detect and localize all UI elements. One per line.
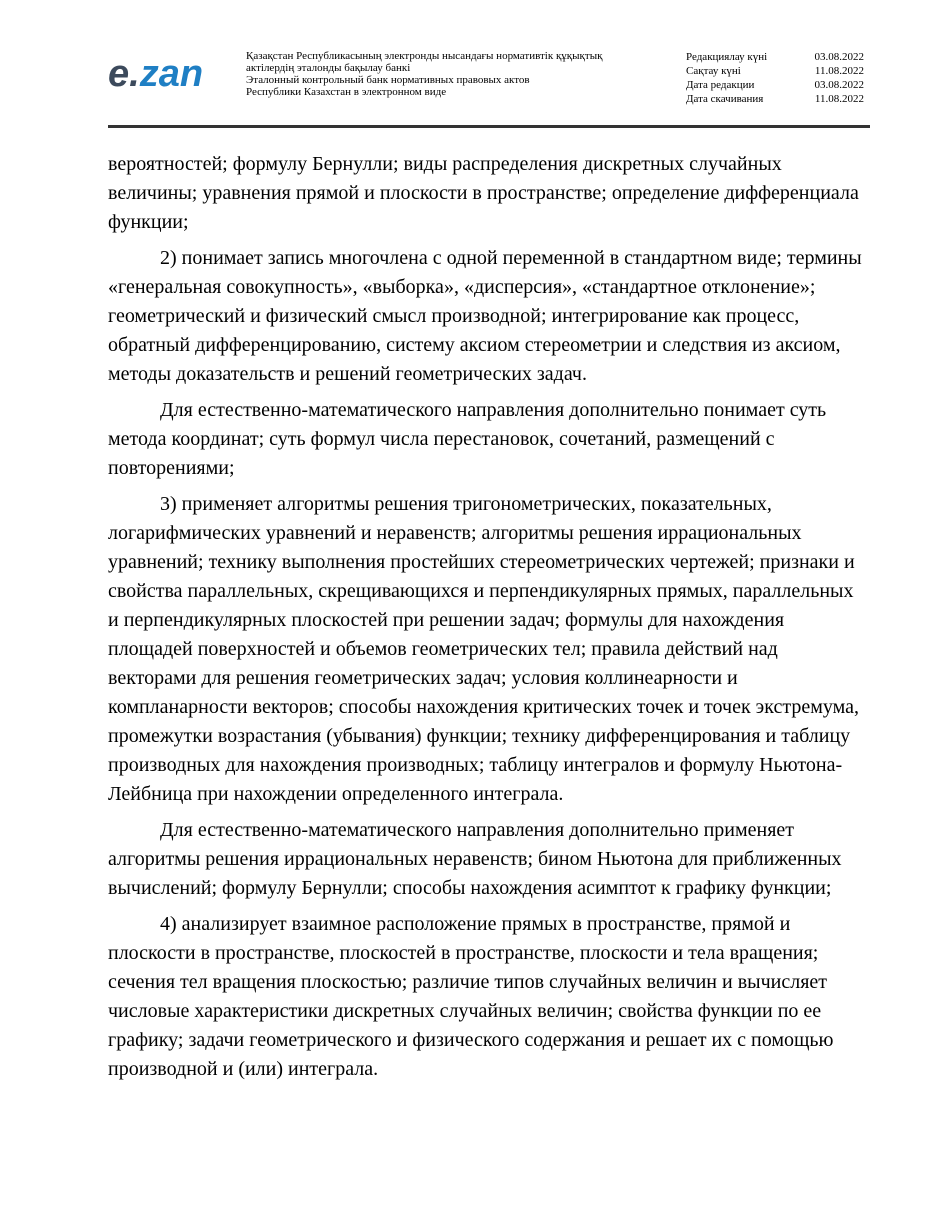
meta-row <box>686 64 864 78</box>
header-bank-title <box>246 50 602 98</box>
meta-row <box>686 78 864 92</box>
paragraph: 4) анализирует взаимное расположение прямых в пространстве, прямой и плоскости в пространстве, плоскостей в пространстве, плоскости и тела вращения; сечения тел вращения плоскостью; различие типов случайных величин и вычисляет числовые характеристики дискретных случайных величин; свойства функции по ее графику; задачи геометрического и физического содержания и решает их с помощью производной и (или) интеграла. <box>108 913 834 1080</box>
header-dates <box>686 50 864 106</box>
header-divider <box>108 125 870 128</box>
meta-label: Редакциялау күні <box>686 51 768 63</box>
paragraph: вероятностей; формулу Бернулли; виды распределения дискретных случайных величины; уравнения прямой и плоскости в пространстве; определение дифференциала функции; <box>108 153 859 233</box>
logo-zan: zan <box>139 53 204 95</box>
meta-row <box>686 92 864 106</box>
paragraph: Для естественно-математического направления дополнительно понимает суть метода координат; суть формул числа перестановок, сочетаний, размещений с повторениями; <box>108 399 827 479</box>
meta-value: 11.08.2022 <box>814 65 864 77</box>
paragraph: 2) понимает запись многочлена с одной переменной в стандартном виде; термины «генеральная совокупность», «выборка», «дисперсия», «стандартное отклонение»; геометрический и физический смысл производной; интегрирование как процесс, обратный дифференцированию, систему аксиом стереометрии и следствия из аксиом, методы доказательств и решений геометрических задач. <box>108 247 862 385</box>
paragraph: Для естественно-математического направления дополнительно применяет алгоритмы решения иррациональных неравенств; бином Ньютона для приближенных вычислений; формулу Бернулли; способы нахождения асимптот к графику функции; <box>108 819 842 899</box>
meta-value: 03.08.2022 <box>814 79 864 91</box>
logo-dot: . <box>129 53 140 95</box>
header-line-1: Қазақстан Республикасының электронды нысандағы нормативтік құқықтық <box>246 50 603 62</box>
meta-label: Дата редакции <box>686 79 755 91</box>
meta-label: Дата скачивания <box>686 93 764 105</box>
document-header <box>108 48 870 124</box>
meta-label: Сақтау күні <box>686 65 741 77</box>
document-body <box>108 150 866 1091</box>
ezan-logo[interactable] <box>108 54 203 94</box>
logo-e: e <box>108 53 130 95</box>
header-line-4: Республики Казахстан в электронном виде <box>246 86 447 98</box>
paragraph: 3) применяет алгоритмы решения тригонометрических, показательных, логарифмических уравнений и неравенств; алгоритмы решения иррациональных уравнений; технику выполнения простейших стереометрических чертежей; признаки и свойства параллельных, скрещивающихся и перпендикулярных прямых, параллельных и перпендикулярных плоскостей при решении задач; формулы для нахождения площадей поверхностей и объемов геометрических тел; правила действий над векторами для решения геометрических задач; условия коллинеарности и компланарности векторов; способы нахождения критических точек и точек экстремума, промежутки возрастания (убывания) функции; технику дифференцирования и таблицу производных для нахождения производных; таблицу интегралов и формулу Ньютона-Лейбница при нахождении определенного интеграла. <box>108 493 859 805</box>
header-line-3: Эталонный контрольный банк нормативных правовых актов <box>246 74 530 86</box>
meta-value: 03.08.2022 <box>814 51 864 63</box>
meta-row <box>686 50 864 64</box>
header-line-2: актілердің эталонды бақылау банкі <box>246 62 411 74</box>
meta-value: 11.08.2022 <box>814 93 864 105</box>
